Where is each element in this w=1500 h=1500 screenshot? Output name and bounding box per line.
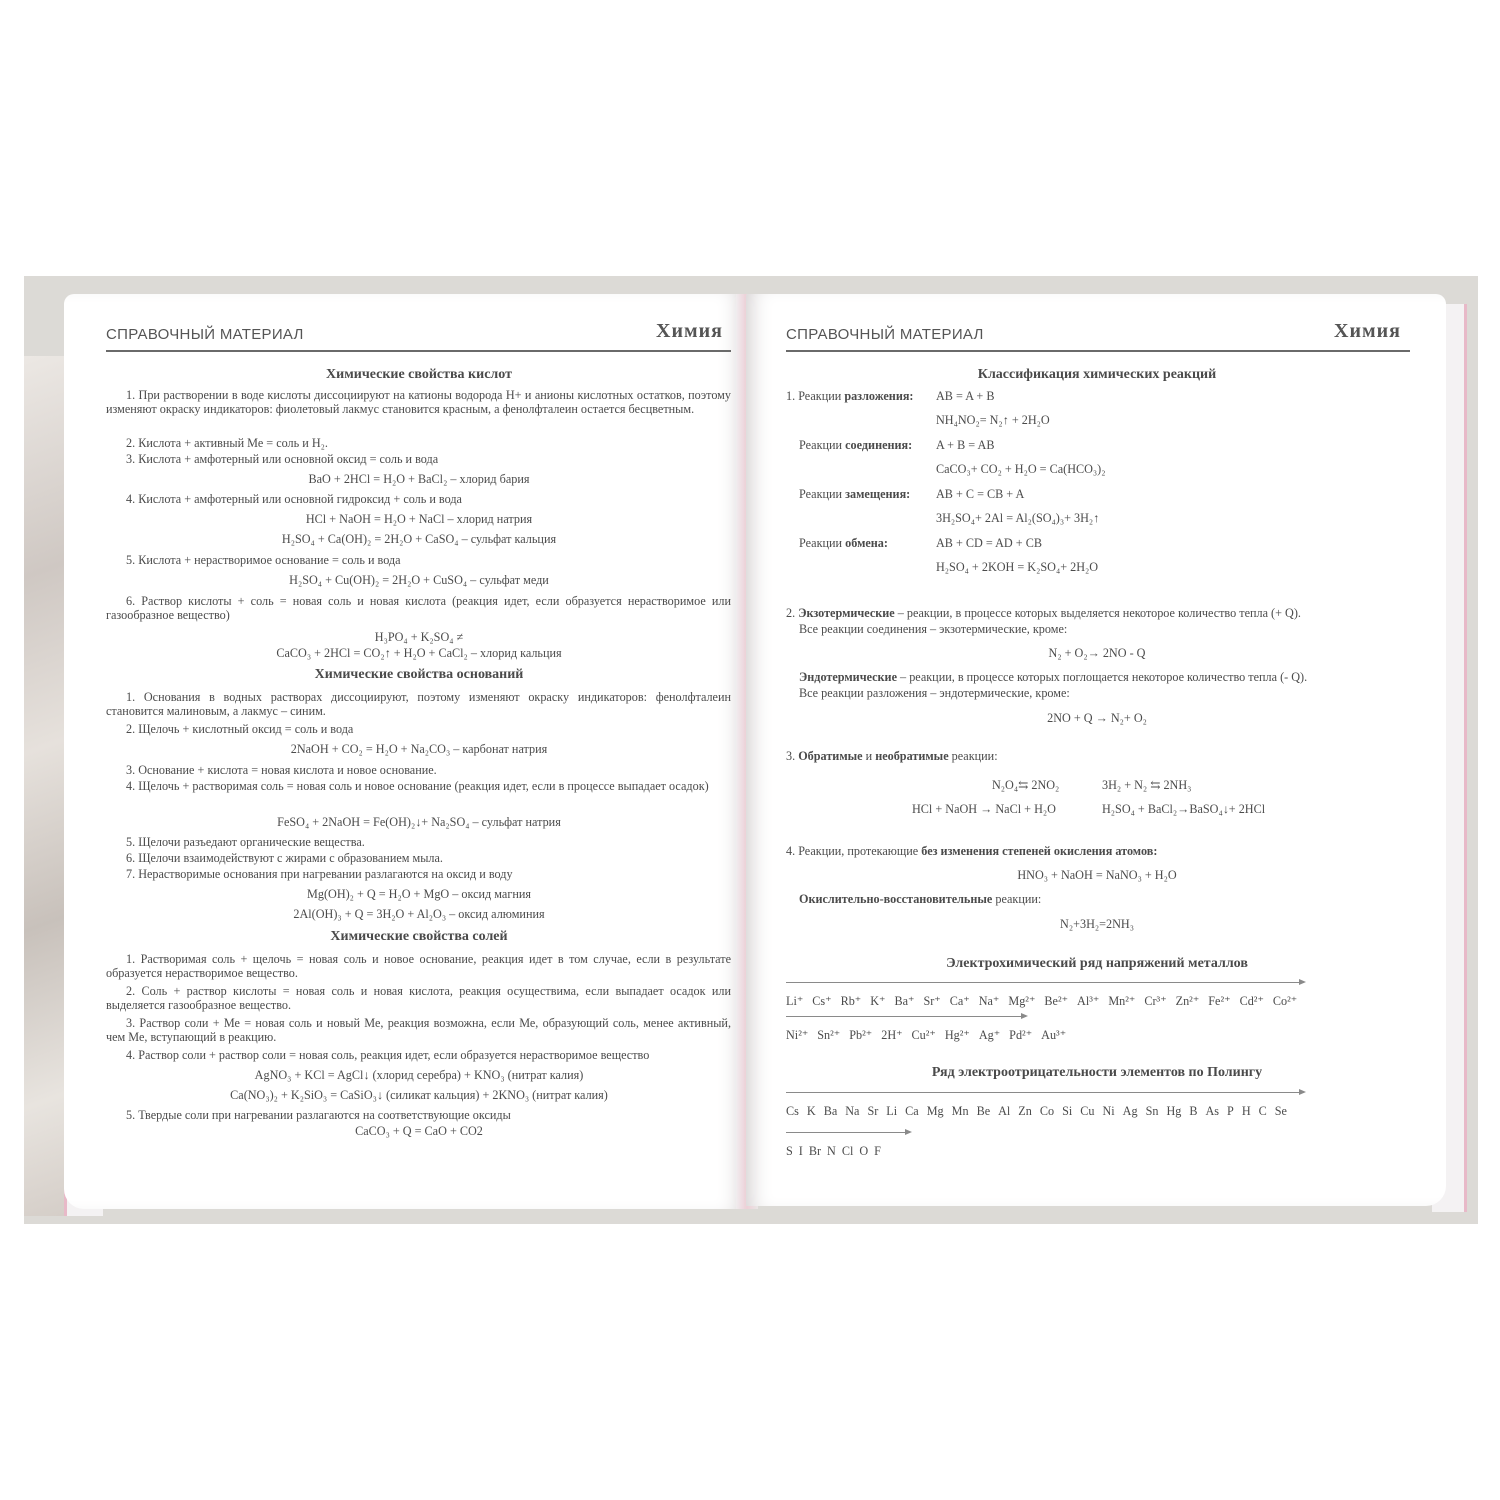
substitution-example: 3H₂SO₄+ 2Al = Al₂(SO₄)₃+ 3H₂↑ (936, 511, 1100, 525)
ec-row2-item: Cu²⁺ (911, 1028, 936, 1042)
pa-row1-item: Mn (951, 1104, 969, 1118)
pa-row1-item: K (806, 1104, 816, 1118)
ec-row1-item: Al³⁺ (1077, 994, 1100, 1008)
section-title-acids: Химические свойства кислот (326, 367, 512, 382)
acids-p1: 1. При растворении в воде кислоты диссоциируют на катионы водорода H+ и анионы кислотных остатков, поэтому изменяют окраску индикаторов: фиолетовый лакмус становится красным, а фенолфталеин остается бесцветным. (106, 388, 731, 416)
pauling-row2 (786, 1144, 887, 1158)
ec-row2-item: Pb²⁺ (849, 1028, 873, 1042)
reversible-eq2: 3H₂ + N₂ ⇆ 2NH₃ (1102, 778, 1192, 792)
header-rule (106, 350, 731, 352)
pa-row2-item: O (859, 1144, 869, 1158)
header-left-label-right: СПРАВОЧНЫЙ МАТЕРИАЛ (786, 326, 984, 343)
acids-eq3: BaO + 2HCl = H₂O + BaCl₂ – хлорид бария (308, 472, 530, 486)
acids-item3: 3. Кислота + амфотерный или основной оксид = соль и вода (126, 452, 439, 466)
redox-eq: N₂+3H₂=2NH₃ (1060, 917, 1134, 931)
irreversible-eq2: H₂SO₄ + BaCl₂→BaSO₄↓+ 2HCl (1102, 802, 1266, 816)
salts-eq5: CaCO₃ + Q = CaO + CO2 (355, 1124, 483, 1138)
irreversible-eq1: HCl + NaOH → NaCl + H₂O (912, 802, 1056, 816)
electrochem-arrow-1 (786, 982, 1304, 983)
decomposition-eq: AB = A + B (936, 389, 995, 403)
ec-row1-item: Na⁺ (978, 994, 1000, 1008)
bases-eq7a: Mg(OH)₂ + Q = H₂O + MgO – оксид магния (307, 887, 531, 901)
bases-item6: 6. Щелочи взаимодействуют с жирами с образованием мыла. (126, 851, 443, 865)
ec-row1-item: Zn²⁺ (1175, 994, 1200, 1008)
pa-row1-item: Cu (1080, 1104, 1095, 1118)
pa-row1-item: Sr (867, 1104, 879, 1118)
pa-row1-item: Co (1039, 1104, 1055, 1118)
endothermic-line: Эндотермические – реакции, в процессе которых поглощается некоторое количество тепла (- Q). (799, 670, 1308, 684)
pa-row1-item: Sn (1145, 1104, 1159, 1118)
exchange-label: Реакции обмена: (799, 536, 888, 550)
pa-row1-item: Ni (1102, 1104, 1115, 1118)
ec-row1-item: Cd²⁺ (1239, 994, 1264, 1008)
bases-item3: 3. Основание + кислота = новая кислота и новое основание. (126, 763, 437, 777)
acids-item5: 5. Кислота + нерастворимое основание = соль и вода (126, 553, 401, 567)
pauling-arrow-2 (786, 1132, 910, 1133)
pa-row2-item: S (786, 1144, 793, 1158)
pa-row1-item: Al (998, 1104, 1011, 1118)
reversible-line: 3. Обратимые и необратимые реакции: (786, 749, 998, 763)
pa-row1-item: Se (1274, 1104, 1287, 1118)
salts-p1: 1. Растворимая соль + щелочь = новая соль и новое основание, реакция идет в том случае, если в результате образуется нерастворимое вещество. (106, 952, 731, 980)
substitution-eq: AB + C = CB + A (936, 487, 1025, 501)
substitution-label: Реакции замещения: (799, 487, 911, 501)
salts-item5: 5. Твердые соли при нагревании разлагаются на соответствующие оксиды (126, 1108, 511, 1122)
pa-row1-item: Be (976, 1104, 991, 1118)
electrochem-row1 (786, 994, 1306, 1008)
ec-row2-item: Ag⁺ (978, 1028, 1001, 1042)
ec-row1-item: Ba⁺ (894, 994, 915, 1008)
ec-row1-item: Sr⁺ (923, 994, 941, 1008)
reversible-eq1: N₂O₄⇆ 2NO₂ (992, 778, 1060, 792)
pa-row1-item: H (1241, 1104, 1251, 1118)
ec-row1-item: Li⁺ (786, 994, 804, 1008)
ec-row2-item: Ni²⁺ (786, 1028, 809, 1042)
no-oxidation-line: 4. Реакции, протекающие без изменения степеней окисления атомов: (786, 844, 1158, 858)
pa-row1-item: Ca (905, 1104, 919, 1118)
acids-eq4b: H₂SO₄ + Ca(OH)₂ = 2H₂O + CaSO₄ – сульфат кальция (281, 532, 557, 546)
pa-row2-item: Cl (841, 1144, 854, 1158)
header-subject: Химия (656, 320, 723, 342)
electrochem-row2 (786, 1028, 1075, 1042)
salts-eq4a: AgNO₃ + KCl = AgCl↓ (хлорид серебра) + KNO₃ (нитрат калия) (254, 1068, 584, 1082)
header-left-label: СПРАВОЧНЫЙ МАТЕРИАЛ (106, 326, 304, 343)
ec-row1-item: K⁺ (870, 994, 886, 1008)
header-subject-right: Химия (1334, 320, 1401, 342)
acids-item2: 2. Кислота + активный Ме = соль и H₂. (126, 436, 328, 450)
pa-row2-item: I (798, 1144, 803, 1158)
pa-row1-item: B (1189, 1104, 1198, 1118)
decomposition-example: NH₄NO₂= N₂↑ + 2H₂O (936, 413, 1050, 427)
section-title-salts: Химические свойства солей (330, 929, 508, 944)
salts-eq4b: Ca(NO₃)₂ + K₂SiO₃ = CaSiO₃↓ (силикат кальция) + 2KNO₃ (нитрат калия) (230, 1088, 608, 1102)
ec-row1-item: Fe²⁺ (1208, 994, 1231, 1008)
exothermic-eq: N₂ + O₂→ 2NO - Q (1048, 646, 1146, 660)
pa-row1-item: Zn (1018, 1104, 1032, 1118)
salts-item4: 4. Раствор соли + раствор соли = новая соль, реакция идет, если образуется нерастворимое вещество (126, 1048, 650, 1062)
book-spread (24, 276, 1478, 1224)
ec-row2-item: Pd²⁺ (1009, 1028, 1033, 1042)
ec-row2-item: 2H⁺ (881, 1028, 903, 1042)
ec-row1-item: Be²⁺ (1044, 994, 1069, 1008)
pauling-row1 (786, 1104, 1295, 1118)
decomposition-label: 1. Реакции разложения: (786, 389, 914, 403)
acids-eq5: H₂SO₄ + Cu(OH)₂ = 2H₂O + CuSO₄ – сульфат меди (289, 573, 549, 587)
bases-eq4: FeSO₄ + 2NaOH = Fe(OH)₂↓+ Na₂SO₄ – сульфат натрия (277, 815, 561, 829)
exothermic-line: 2. Экзотермические – реакции, в процессе которых выделяется некоторое количество тепла (+ Q). (786, 606, 1301, 620)
ec-row1-item: Ca⁺ (949, 994, 970, 1008)
exchange-eq: AB + CD = AD + CB (936, 536, 1042, 550)
combination-example: CaCO₃+ CO₂ + H₂O = Ca(HCO₃)₂ (936, 462, 1106, 476)
pa-row1-item: Ba (823, 1104, 838, 1118)
redox-line: Окислительно-восстановительные реакции: (799, 892, 1042, 906)
ec-row1-item: Rb⁺ (840, 994, 862, 1008)
bases-item7: 7. Нерастворимые основания при нагревании разлагаются на оксид и воду (126, 867, 513, 881)
electrochem-arrow-2 (786, 1016, 1026, 1017)
pa-row2-item: Br (808, 1144, 822, 1158)
ec-row1-item: Mg²⁺ (1008, 994, 1036, 1008)
bases-p1: 1. Основания в водных растворах диссоциируют, поэтому изменяют окраску индикаторов: фенолфталеин становится малиновым, а лакмус – синим. (106, 690, 731, 718)
header-rule-right (786, 350, 1410, 352)
pa-row1-item: Na (845, 1104, 860, 1118)
pa-row1-item: Li (886, 1104, 898, 1118)
pa-row1-item: C (1258, 1104, 1267, 1118)
pa-row1-item: Cs (786, 1104, 799, 1118)
left-page (64, 294, 744, 1209)
exchange-example: H₂SO₄ + 2KOH = K₂SO₄+ 2H₂O (936, 560, 1099, 574)
pa-row1-item: Hg (1166, 1104, 1182, 1118)
acids-eq4a: HCl + NaOH = H₂O + NaCl – хлорид натрия (305, 512, 533, 526)
bases-eq7b: 2Al(OH)₃ + Q = 3H₂O + Al₂O₃ – оксид алюминия (293, 907, 545, 921)
pa-row1-item: Mg (926, 1104, 944, 1118)
bases-eq2: 2NaOH + CO₂ = H₂O + Na₂CO₃ – карбонат натрия (290, 742, 548, 756)
endothermic-line2: Все реакции разложения – эндотермические, кроме: (799, 686, 1070, 700)
pa-row2-item: N (827, 1144, 836, 1158)
pa-row2-item: F (874, 1144, 881, 1158)
salts-p3: 3. Раствор соли + Ме = новая соль и новый Ме, реакция возможна, если Ме, образующий соль, менее активный, чем Ме, вступающий в реакцию. (106, 1016, 731, 1044)
bases-p4: 4. Щелочь + растворимая соль = новая соль и новое основание (реакция идет, если в процессе выпадает осадок) (126, 779, 709, 793)
pa-row1-item: As (1205, 1104, 1220, 1118)
section-title-bases: Химические свойства оснований (314, 667, 524, 682)
pa-row1-item: Si (1062, 1104, 1073, 1118)
ec-row1-item: Co²⁺ (1272, 994, 1298, 1008)
right-page (746, 294, 1446, 1206)
ec-row2-item: Sn²⁺ (817, 1028, 841, 1042)
section-title-pauling: Ряд электроотрицательности элементов по Полингу (931, 1065, 1263, 1080)
ec-row2-item: Au³⁺ (1041, 1028, 1067, 1042)
ec-row1-item: Cs⁺ (812, 994, 832, 1008)
acids-eq6b: CaCO₃ + 2HCl = CO₂↑ + H₂O + CaCl₂ – хлорид кальция (276, 646, 562, 660)
ec-row1-item: Cr³⁺ (1144, 994, 1167, 1008)
combination-label: Реакции соединения: (799, 438, 913, 452)
ec-row2-item: Hg²⁺ (944, 1028, 970, 1042)
bases-item5: 5. Щелочи разъедают органические вещества. (126, 835, 365, 849)
acids-p6: 6. Раствор кислоты + соль = новая соль и новая кислота (реакция идет, если образуется нерастворимое или газообразное вещество) (106, 594, 731, 622)
section-title-electrochem: Электрохимический ряд напряжений металлов (946, 956, 1248, 971)
bases-item2: 2. Щелочь + кислотный оксид = соль и вода (126, 722, 354, 736)
salts-p2: 2. Соль + раствор кислоты = новая соль и новая кислота, реакция осуществима, если выпадает осадок или выделяется газообразное вещество. (106, 984, 731, 1012)
section-title-classification: Классификация химических реакций (977, 367, 1217, 382)
pa-row1-item: Ag (1122, 1104, 1138, 1118)
pa-row1-item: P (1227, 1104, 1234, 1118)
acids-item4: 4. Кислота + амфотерный или основной гидроксид + соль и вода (126, 492, 462, 506)
combination-eq: A + B = AB (936, 438, 995, 452)
exothermic-line2: Все реакции соединения – экзотермические, кроме: (799, 622, 1068, 636)
no-oxidation-eq: HNO₃ + NaOH = NaNO₃ + H₂O (1017, 868, 1177, 882)
acids-eq6a: H₃PO₄ + K₂SO₄ ≠ (374, 630, 464, 644)
ec-row1-item: Mn²⁺ (1108, 994, 1136, 1008)
pauling-arrow-1 (786, 1092, 1304, 1093)
endothermic-eq: 2NO + Q → N₂+ O₂ (1047, 711, 1147, 725)
